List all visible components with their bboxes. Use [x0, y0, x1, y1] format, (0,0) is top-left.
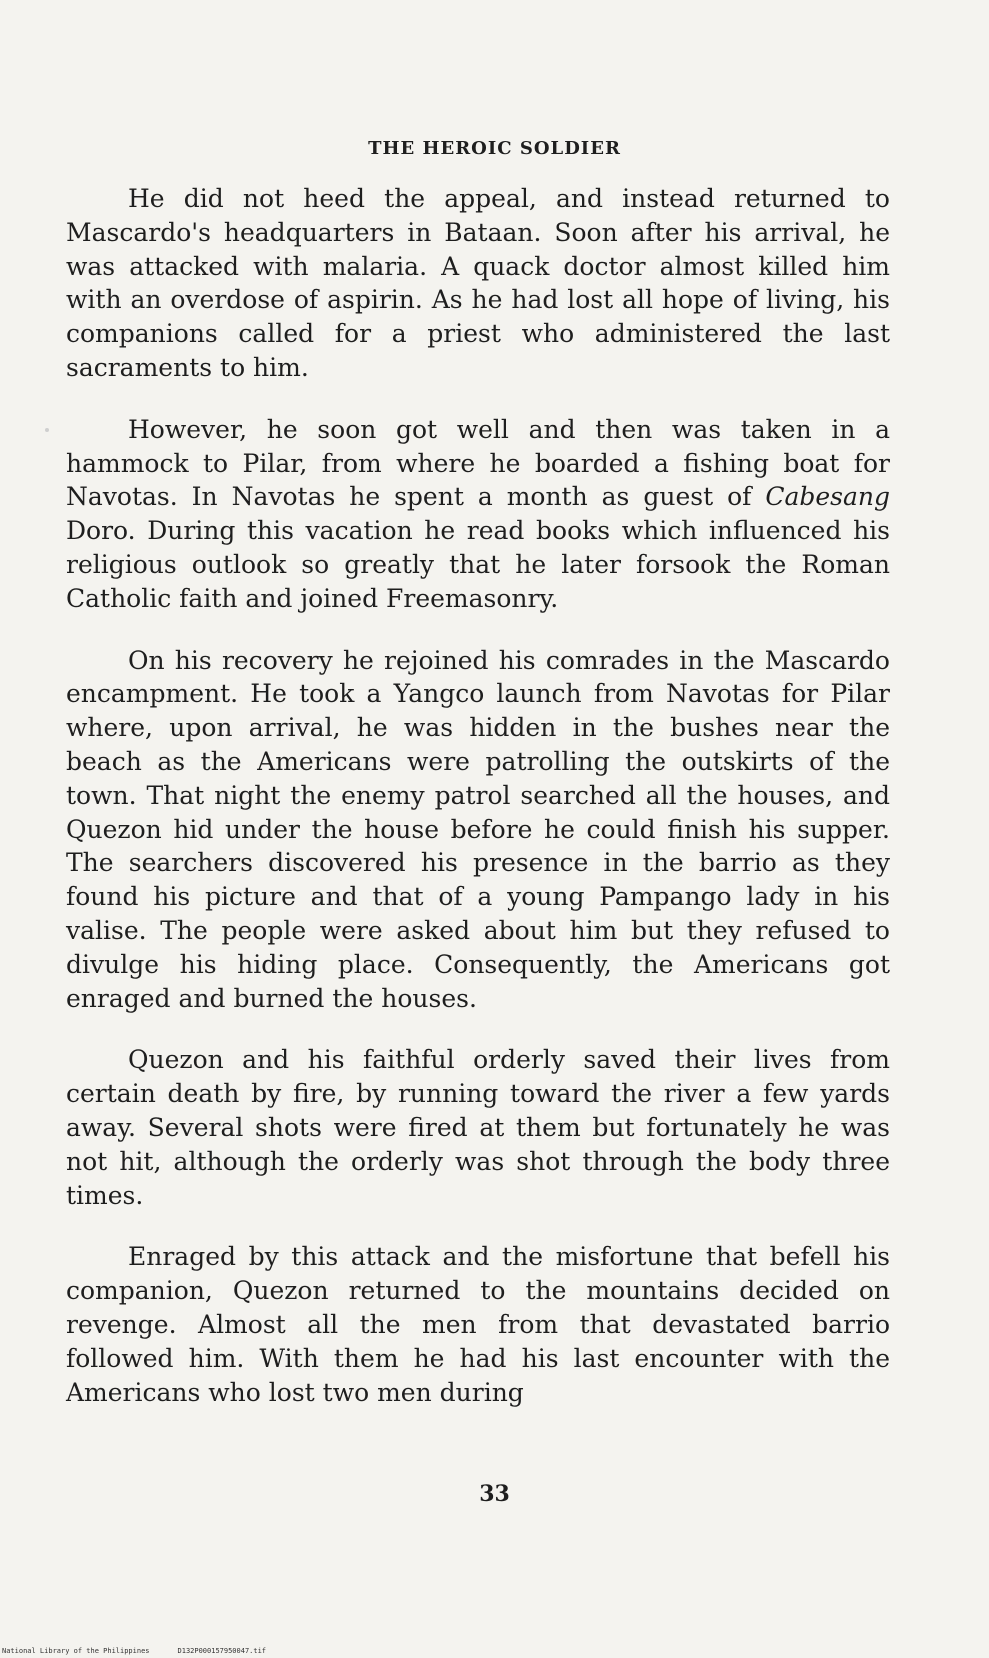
paragraph-3: On his recovery he rejoined his comrades in the Mascardo encampment. He took a Yangco launch from Navotas for Pilar where, upon arrival, he was hidden in the bushes near the beach as the Americans were patrolling the outskirts of the town. That night the enemy patrol searched all the houses, and Quezon hid under the house before he could finish his supper. The searchers discovered his presence in the barrio as they found his picture and that of a young Pampango lady in his valise. The people were asked about him but they refused to divulge his hiding place. Consequently, the Americans got enraged and burned the houses. [66, 645, 890, 1013]
paragraph-2 [66, 413, 890, 616]
scan-speck [45, 428, 49, 432]
running-head: THE HEROIC SOLDIER [368, 138, 621, 159]
scan-footer [2, 1647, 266, 1655]
body-text [66, 182, 890, 1437]
footer-file-id: D132P000157950047.tif [177, 1647, 267, 1655]
page-number: 33 [479, 1481, 510, 1507]
paragraph-1: He did not heed the appeal, and instead returned to Mascardo's headquarters in Bataan. Soon after his arrival, he was attacked with malaria. A quack doctor almost killed him with an overdose of aspirin. As he had lost all hope of living, his companions called for a priest who administered the last sacraments to him. [66, 184, 890, 382]
footer-library: National Library of the Philippines [2, 1647, 150, 1655]
paragraph-2-start: However, he soon got well and then was taken in a hammock to Pilar, from where he boarded a fishing boat for Navotas. In Navotas he spent a month as guest of [66, 414, 890, 512]
paragraph-5: Enraged by this attack and the misfortune that befell his companion, Quezon returned to the mountains decided on revenge. Almost all the men from that devastated barrio followed him. With them he had his last encounter with the Americans who lost two men during [66, 1242, 890, 1407]
paragraph-2-end: Doro. During this vacation he read books which influenced his religious outlook so greatly that he later forsook the Roman Catholic faith and joined Freemasonry. [66, 516, 890, 613]
paragraph-2-italic-term: Cabesang [765, 482, 890, 512]
paragraph-4: Quezon and his faithful orderly saved their lives from certain death by fire, by running toward the river a few yards away. Several shots were fired at them but fortunately he was not hit, although the orderly was shot through the body three times. [66, 1045, 890, 1210]
